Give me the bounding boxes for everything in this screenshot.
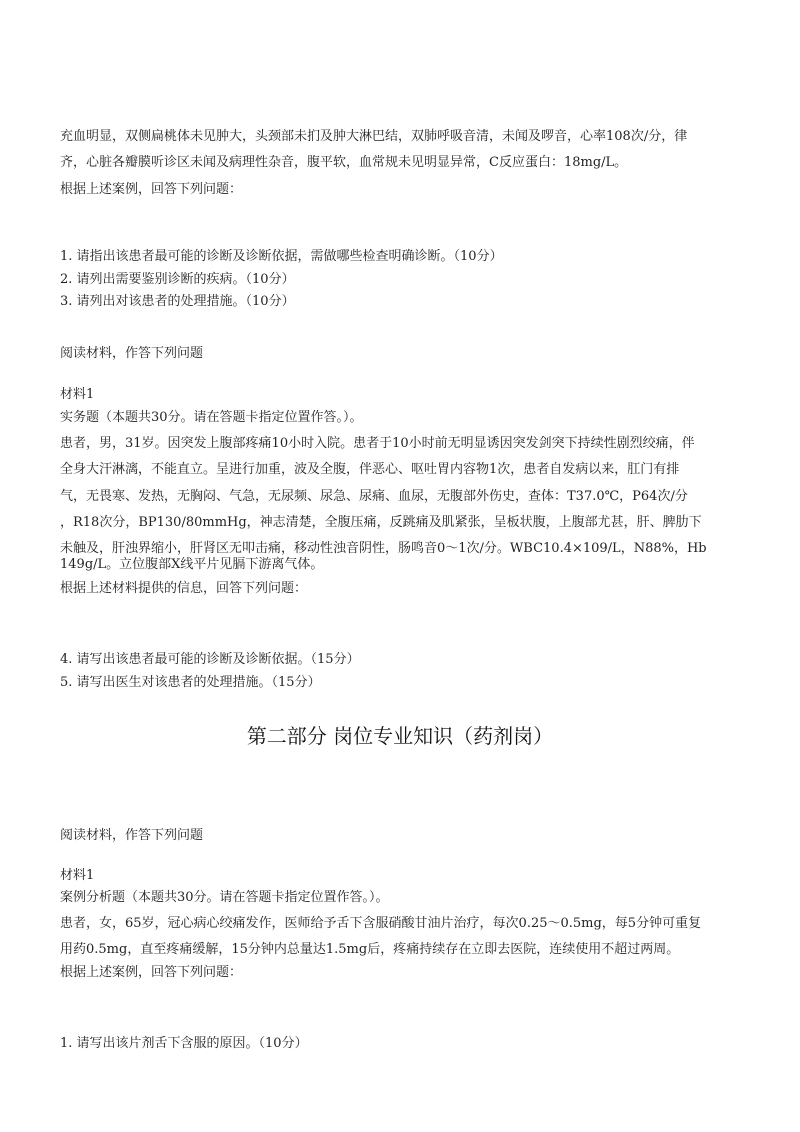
material-answer-prompt: 根据上述材料提供的信息，回答下列问题： (60, 581, 308, 596)
material-text-line: 气，无畏寒、发热，无胸闷、气急，无尿频、尿急、尿痛、血尿，无腹部外伤史，查体：T37.0℃，P64次/分 (60, 489, 688, 504)
reading-prompt: 阅读材料，作答下列问题 (60, 828, 204, 843)
material-text-line: 实务题（本题共30分。请在答题卡指定位置作答。）。 (60, 410, 363, 425)
question-item: 4. 请写出该患者最可能的诊断及诊断依据。（15分） (60, 652, 360, 667)
material-title: 材料1 (60, 387, 95, 402)
question-item: 1. 请指出该患者最可能的诊断及诊断依据，需做哪些检查明确诊断。（10分） (60, 249, 503, 264)
question-item: 3. 请列出对该患者的处理措施。（10分） (60, 294, 295, 309)
case-answer-prompt: 根据上述案例，回答下列问题： (60, 182, 243, 197)
case-text-line: 齐，心脏各瓣膜听诊区未闻及病理性杂音，腹平软，血常规未见明显异常，C反应蛋白：18mg/L。 (60, 155, 628, 170)
material-text-line: ，R18次分，BP130/80mmHg，神志清楚，全腹压痛，反跳痛及肌紧张，呈板状腹，上腹部尤甚，肝、脾肋下 (60, 515, 702, 530)
material-text-line: 案例分析题（本题共30分。请在答题卡指定位置作答。）。 (60, 890, 389, 905)
material-text-line: 患者，男，31岁。因突发上腹部疼痛10小时入院。患者于10小时前无明显诱因突发剑突下持续性剧烈绞痛，伴 (60, 436, 695, 451)
section-title: 第二部分 岗位专业知识（药剂岗） (246, 724, 554, 748)
material-title: 材料1 (60, 868, 95, 883)
question-item: 5. 请写出医生对该患者的处理措施。（15分） (60, 675, 321, 690)
material-answer-prompt: 根据上述案例，回答下列问题： (60, 965, 243, 980)
material-text-line: 全身大汗淋漓，不能直立。呈进行加重，波及全腹，伴恶心、呕吐胃内容物1次，患者自发病以来，肛门有排 (60, 462, 680, 477)
material-text-line: 用药0.5mg，直至疼痛缓解，15分钟内总量达1.5mg后，疼痛持续存在立即去医院，连续使用不超过两周。 (60, 942, 680, 957)
question-item: 1. 请写出该片剂舌下含服的原因。（10分） (60, 1036, 308, 1051)
case-text-line: 充血明显，双侧扁桃体未见肿大，头颈部未扪及肿大淋巴结，双肺呼吸音清，未闻及啰音，心率108次/分，律 (60, 129, 688, 144)
material-text-line: 149g/L。立位腹部X线平片见膈下游离气体。 (60, 557, 324, 572)
material-text-line: 未触及，肝浊界缩小，肝肾区无叩击痛，移动性浊音阴性，肠鸣音0～1次/分。WBC10.4×109/L，N88%，Hb (60, 541, 707, 556)
material-text-line: 患者，女，65岁，冠心病心绞痛发作，医师给予舌下含服硝酸甘油片治疗，每次0.25～0.5mg，每5分钟可重复 (60, 916, 702, 931)
question-item: 2. 请列出需要鉴别诊断的疾病。（10分） (60, 272, 295, 287)
reading-prompt: 阅读材料，作答下列问题 (60, 346, 204, 361)
